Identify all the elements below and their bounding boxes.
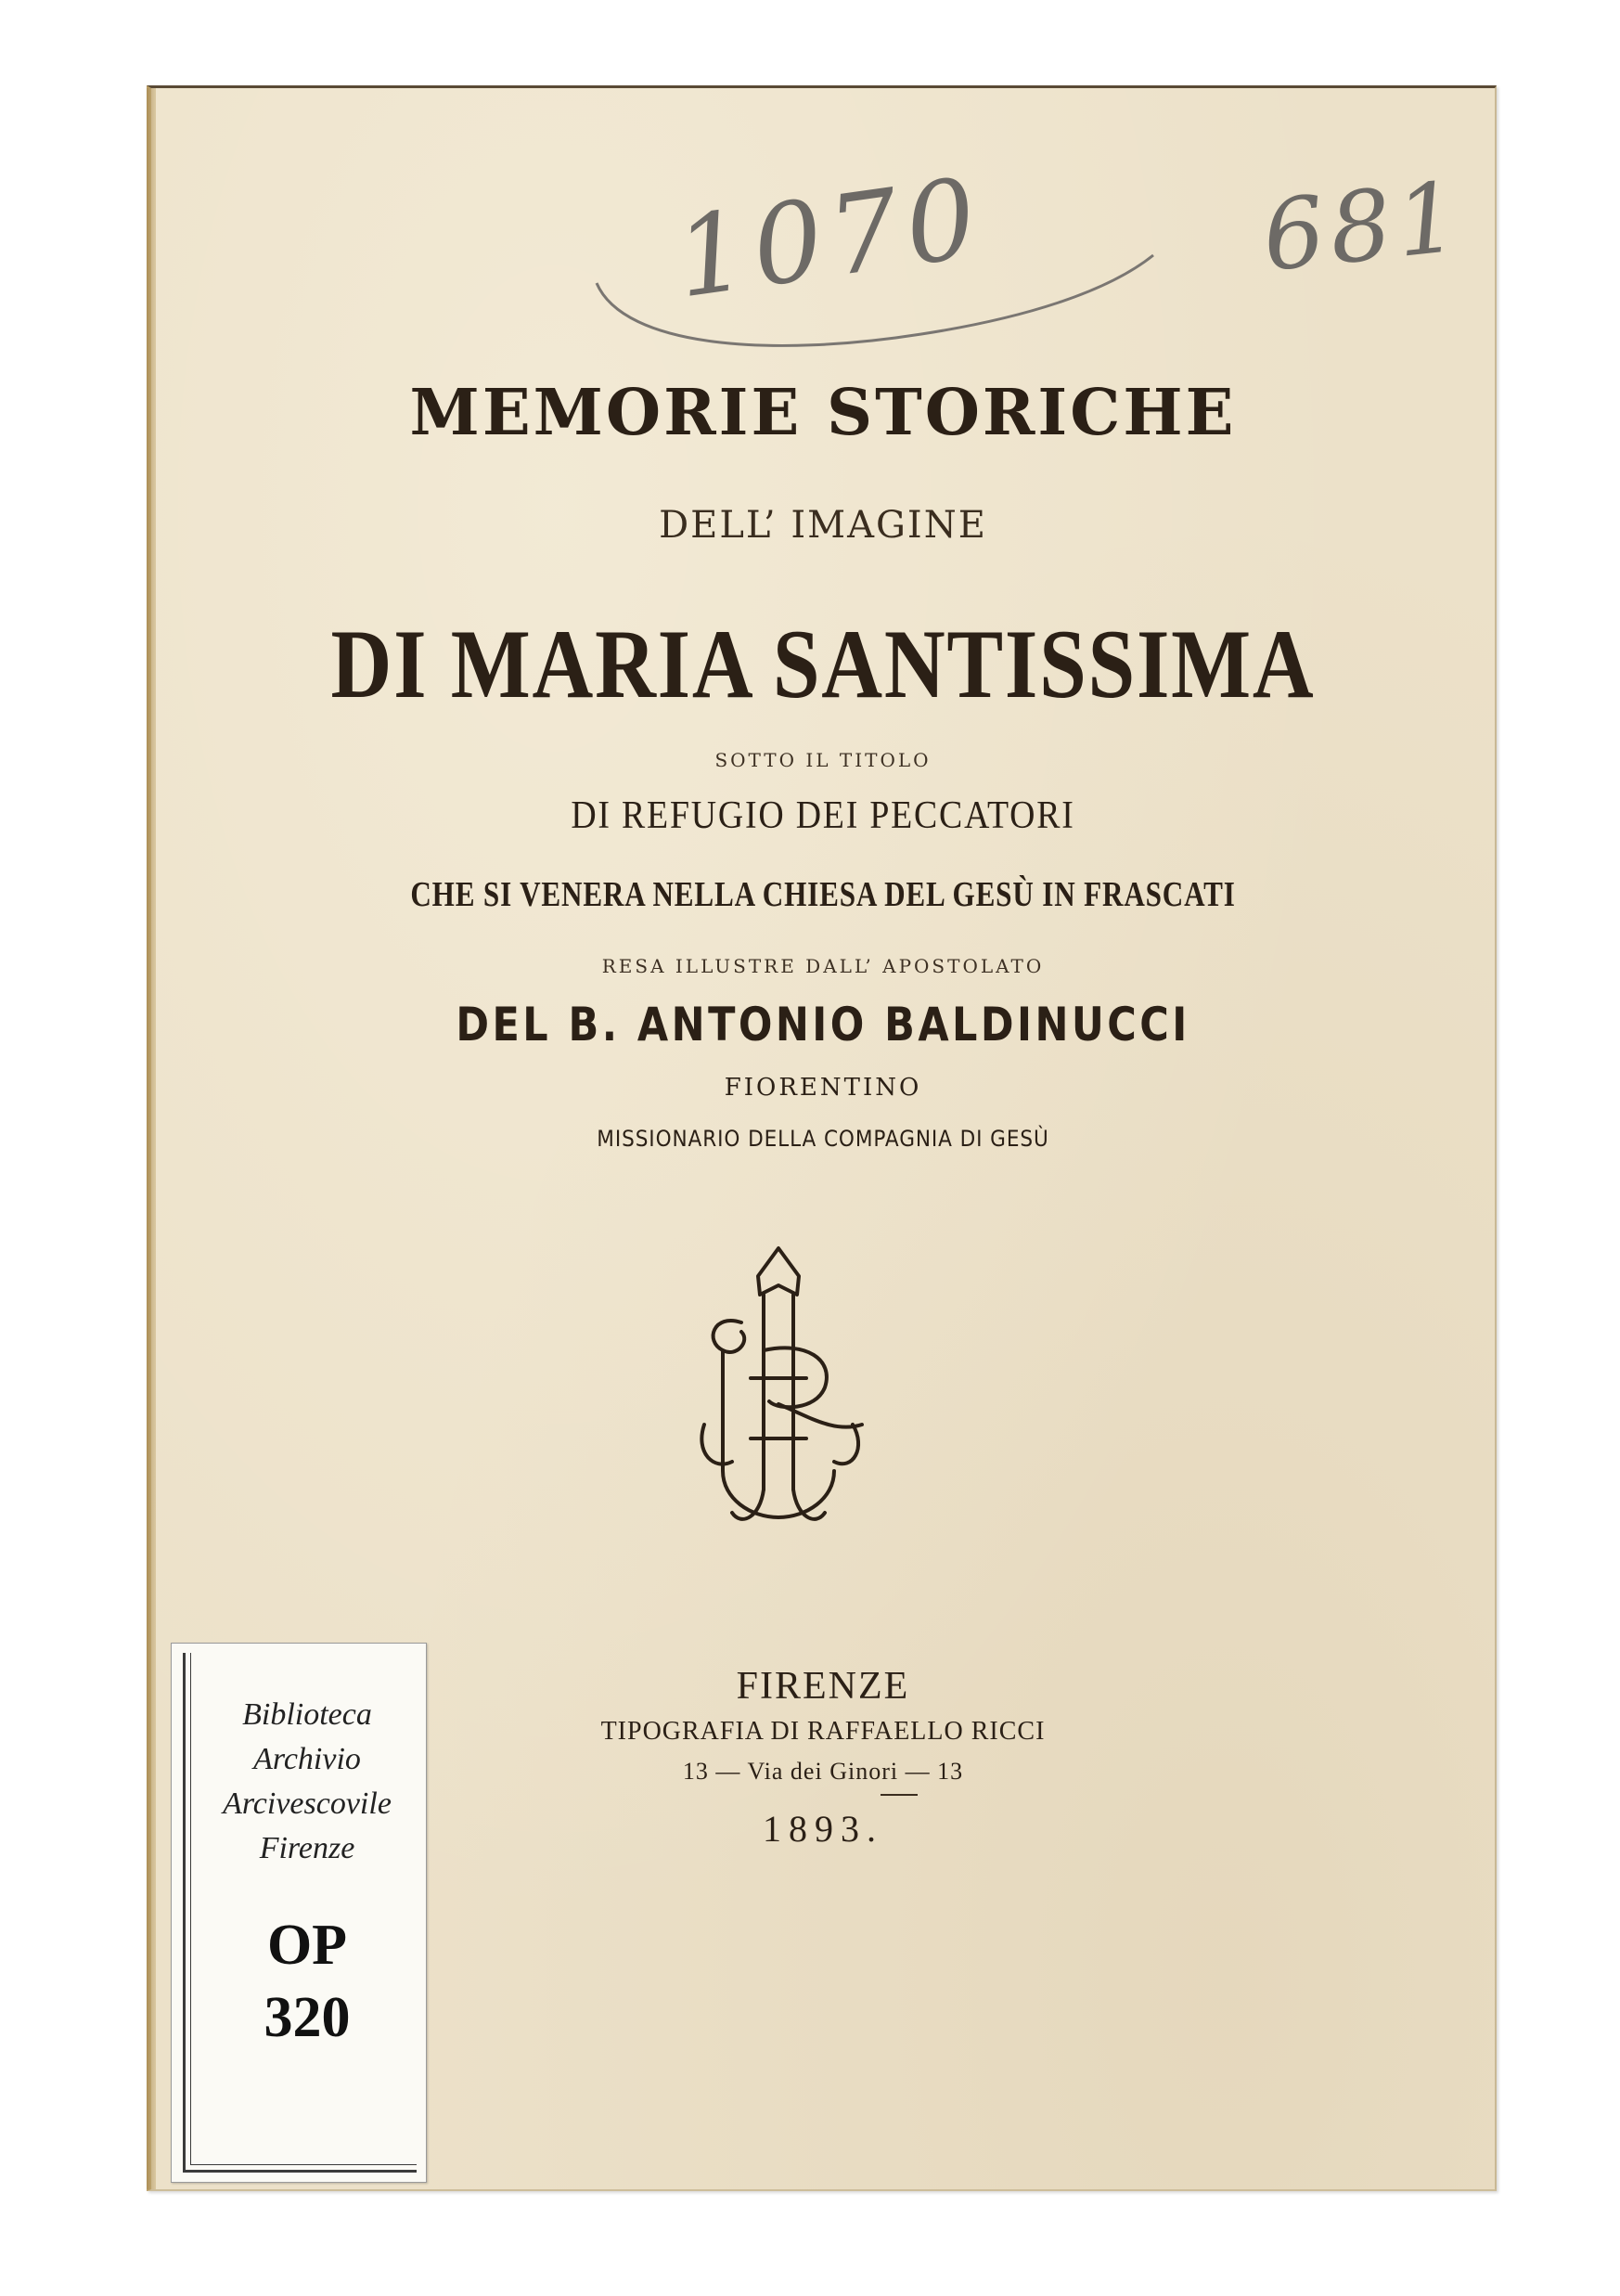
subtitle-chiesa: CHE SI VENERA NELLA CHIESA DEL GESÙ IN FRASCATI (410, 875, 1236, 914)
subtitle-rifugio: DI REFUGIO DEI PECCATORI (571, 794, 1075, 837)
label-line-4: Firenze (259, 1831, 355, 1865)
label-line-3: Arcivescovile (223, 1786, 392, 1821)
subtitle-baldinucci: DEL B. ANTONIO BALDINUCCI (456, 998, 1190, 1051)
subtitle-resa: RESA ILLUSTRE DALL’ APOSTOLATO (601, 955, 1045, 977)
imprint-year: 1893. (763, 1808, 883, 1850)
imprint-city: FIRENZE (736, 1665, 910, 1708)
subtitle-fiorentino: FIORENTINO (724, 1074, 922, 1102)
label-line-1: Biblioteca (242, 1697, 372, 1732)
title-line-3: DI MARIA SANTISSIMA (330, 610, 1316, 718)
label-line-2: Archivio (253, 1742, 361, 1776)
subtitle-sotto: SOTTO IL TITOLO (714, 749, 932, 771)
handwritten-number-right: 681 (1257, 160, 1470, 293)
library-shelf-label (171, 1643, 427, 2183)
handwritten-number-left: 1070 (668, 152, 992, 323)
imprint-divider (881, 1794, 918, 1796)
printer-monogram-icon (686, 1239, 871, 1536)
title-line-2: DELL’ IMAGINE (659, 504, 987, 547)
subtitle-missionario: MISSIONARIO DELLA COMPAGNIA DI GESÙ (597, 1126, 1049, 1152)
imprint-address: 13 — Via dei Ginori — 13 (682, 1758, 964, 1785)
title-line-1: MEMORIE STORICHE (409, 376, 1237, 450)
label-code-number: 320 (264, 1986, 351, 2049)
label-code-prefix: OP (266, 1914, 348, 1977)
imprint-printer: TIPOGRAFIA DI RAFFAELLO RICCI (600, 1717, 1046, 1746)
pencil-swoosh (587, 246, 1163, 357)
